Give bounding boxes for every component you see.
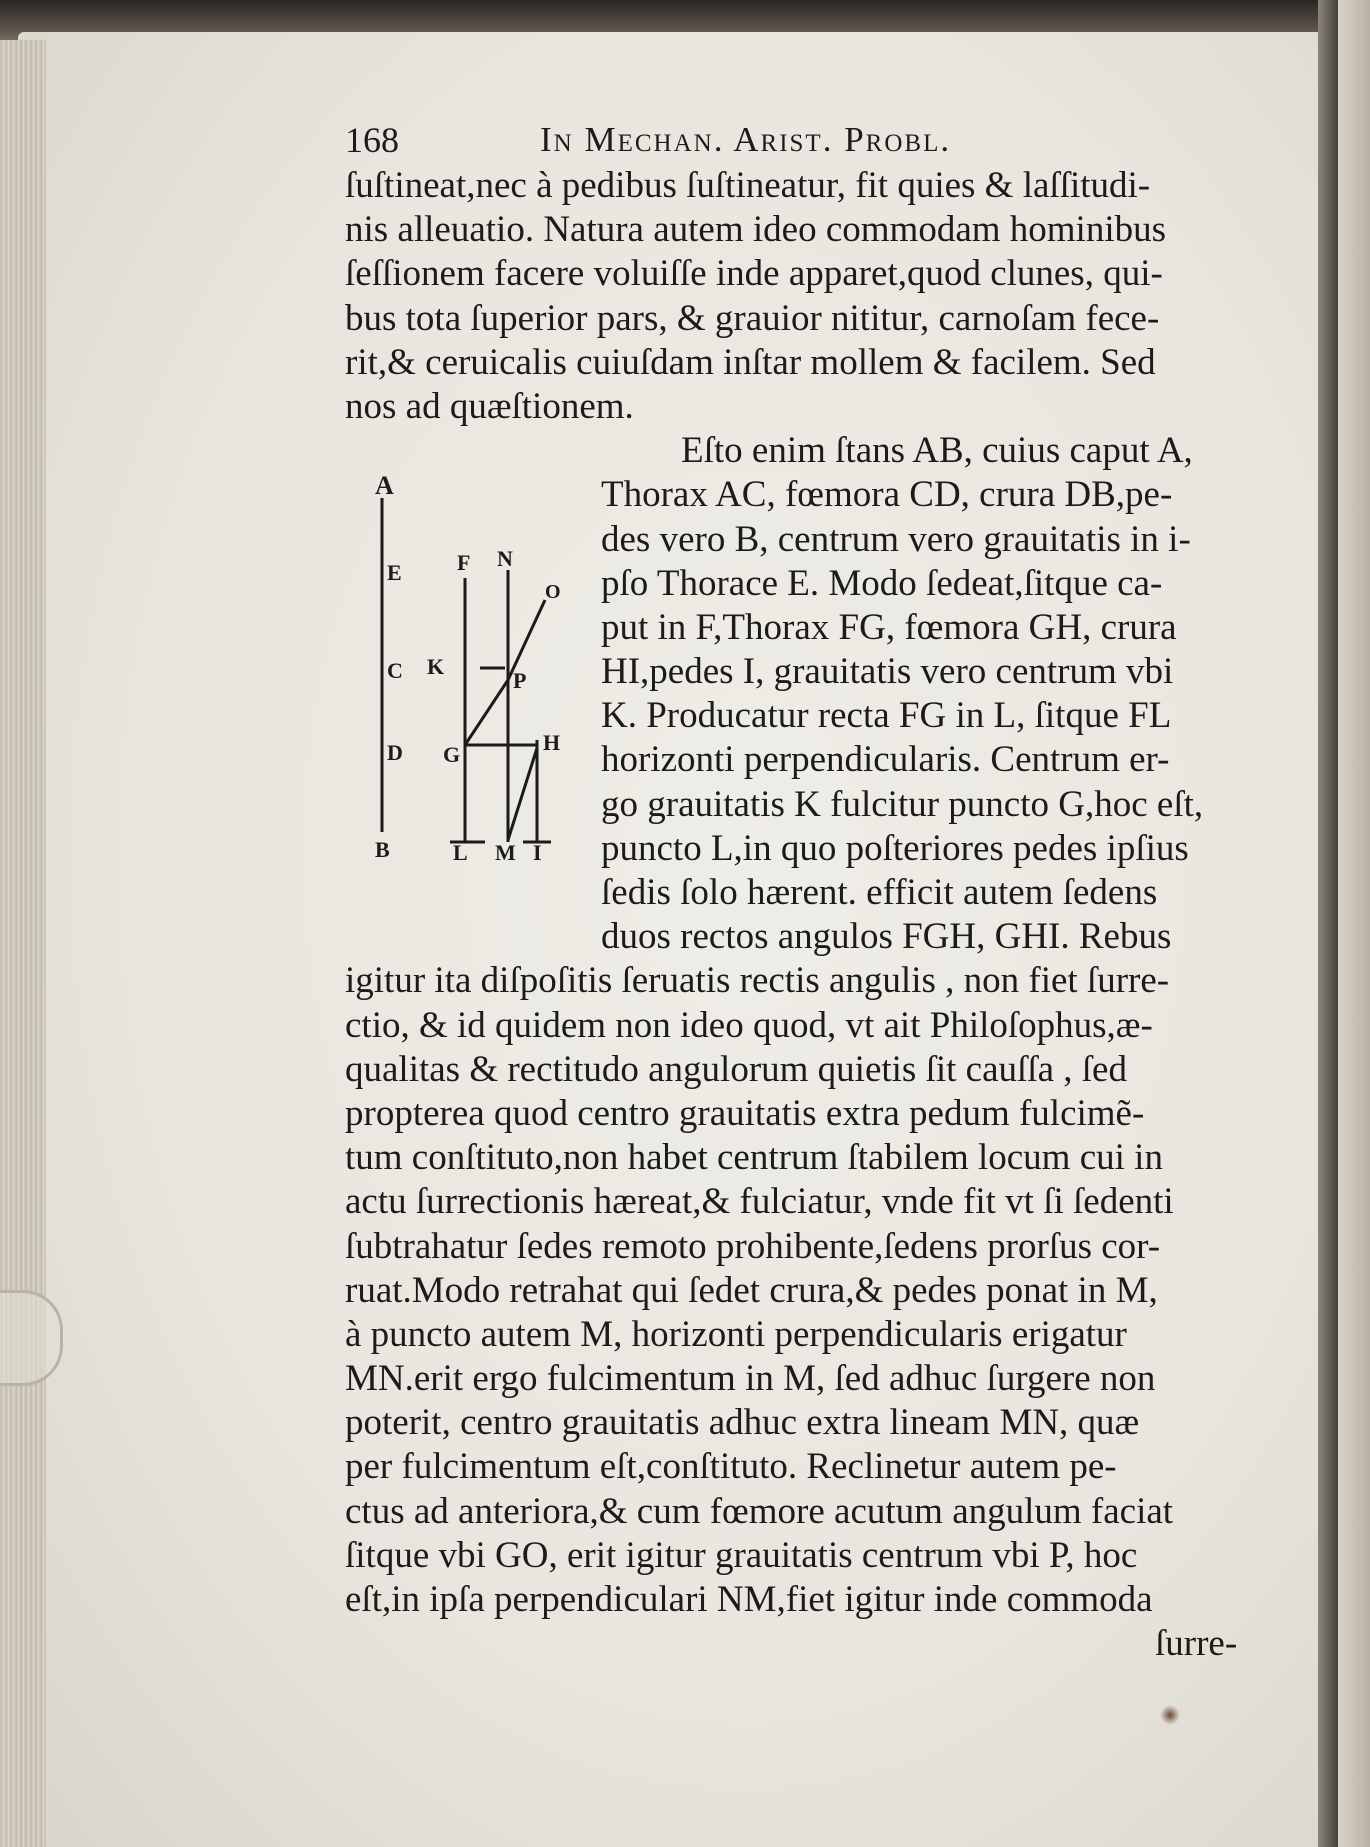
- text-line: qualitas & rectitudo angulorum quietis ſit cauſſa , ſed: [345, 1048, 1127, 1090]
- page-fore-edge: [0, 40, 46, 1847]
- label-N: N: [497, 546, 513, 571]
- label-B: B: [375, 837, 390, 862]
- page-number: 168: [345, 120, 399, 160]
- text-line: eſt,in ipſa perpendiculari NM,fiet igitur inde commoda: [345, 1579, 1153, 1620]
- label-K: K: [427, 654, 445, 679]
- page-text: [345, 118, 1245, 1666]
- text-line: tum conſtituto,non habet centrum ſtabilem locum cui in: [345, 1137, 1163, 1179]
- label-D: D: [387, 740, 403, 765]
- text-line: ſubtrahatur ſedes remoto prohibente,ſedens prorſus cor-: [345, 1225, 1161, 1267]
- text-line: des vero B, centrum vero grauitatis in i-: [601, 518, 1191, 560]
- text-line: actu ſurrectionis hæreat,& fulciatur, vnde fit vt ſi ſedenti: [345, 1181, 1174, 1223]
- text-line: ſuſtineat,nec à pedibus ſuſtineatur, fit quies & laſſitudi-: [345, 165, 1151, 206]
- text-line: nos ad quæſtionem.: [345, 385, 634, 427]
- text-line: ſedis ſolo hærent. efficit autem ſedens: [601, 872, 1158, 913]
- label-F: F: [457, 550, 471, 575]
- paragraph-top: [345, 164, 1245, 429]
- text-line: Eſto enim ſtans AB, cuius caput A,: [681, 430, 1193, 472]
- text-line: HI,pedes I, grauitatis vero centrum vbi: [601, 651, 1174, 693]
- line-MH: [508, 748, 537, 840]
- text-line: Thorax AC, fœmora CD, crura DB,pe-: [601, 474, 1173, 516]
- text-line: ſeſſionem facere voluiſſe inde apparet,quod clunes, qui-: [345, 253, 1163, 295]
- text-line: horizonti perpendicularis. Centrum er-: [601, 739, 1170, 781]
- label-E: E: [387, 560, 402, 585]
- text-line: nis alleuatio. Natura autem ideo commodam hominibus: [345, 209, 1167, 251]
- text-line: pſo Thorace E. Modo ſedeat,ſitque ca-: [601, 562, 1163, 604]
- label-H: H: [543, 730, 561, 755]
- text-line: igitur ita diſpoſitis ſeruatis rectis angulis , non fiet ſurre-: [345, 960, 1170, 1002]
- text-line: propterea quod centro grauitatis extra pedum fulcimẽ-: [345, 1092, 1145, 1134]
- label-O: O: [545, 581, 561, 603]
- label-L: L: [453, 840, 468, 865]
- label-G: G: [443, 742, 461, 767]
- label-I: I: [533, 840, 542, 865]
- label-P: P: [513, 668, 527, 693]
- running-title: In Mechan. Arist. Probl.: [540, 120, 952, 159]
- label-M: M: [495, 840, 516, 865]
- label-C: C: [387, 658, 403, 683]
- text-line: ruat.Modo retrahat qui ſedet crura,& pedes ponat in M,: [345, 1269, 1158, 1311]
- text-line: à puncto autem M, horizonti perpendicularis erigatur: [345, 1313, 1127, 1355]
- text-line: ctio, & id quidem non ideo quod, vt ait Philoſophus,æ-: [345, 1004, 1153, 1046]
- text-line: go grauitatis K fulcitur puncto G,hoc eſt,: [601, 783, 1204, 825]
- diagram-svg: [345, 470, 590, 865]
- text-line: bus tota ſuperior pars, & grauior nititur, carnoſam fece-: [345, 297, 1160, 339]
- text-line: puncto L,in quo poſteriores pedes ipſius: [601, 827, 1189, 869]
- text-line: MN.erit ergo fulcimentum in M, ſed adhuc ſurgere non: [345, 1358, 1156, 1400]
- text-line: poterit, centro grauitatis adhuc extra lineam MN, quæ: [345, 1402, 1140, 1444]
- page-tab-mark: [0, 1290, 63, 1386]
- line-GK: [465, 680, 508, 745]
- paragraph-bottom: [345, 959, 1245, 1666]
- text-line: per fulcimentum eſt,conſtituto. Reclinetur autem pe-: [345, 1446, 1117, 1488]
- text-line: rit,& ceruicalis cuiuſdam inſtar mollem & facilem. Sed: [345, 341, 1156, 383]
- ink-smudge: [1160, 1705, 1180, 1725]
- text-line: ctus ad anteriora,& cum fœmore acutum angulum faciat: [345, 1490, 1174, 1532]
- text-line: duos rectos angulos FGH, GHI. Rebus: [601, 916, 1172, 958]
- text-line: put in F,Thorax FG, fœmora GH, crura: [601, 606, 1177, 648]
- text-line: ſitque vbi GO, erit igitur grauitatis centrum vbi P, hoc: [345, 1534, 1138, 1576]
- facing-page-edge: [1338, 0, 1370, 1847]
- label-A: A: [375, 471, 394, 500]
- sitting-figure-diagram: [345, 470, 590, 865]
- running-header: [345, 118, 1245, 164]
- catchword: ſurre-: [1155, 1623, 1238, 1665]
- text-line: K. Producatur recta FG in L, ſitque FL: [601, 695, 1172, 737]
